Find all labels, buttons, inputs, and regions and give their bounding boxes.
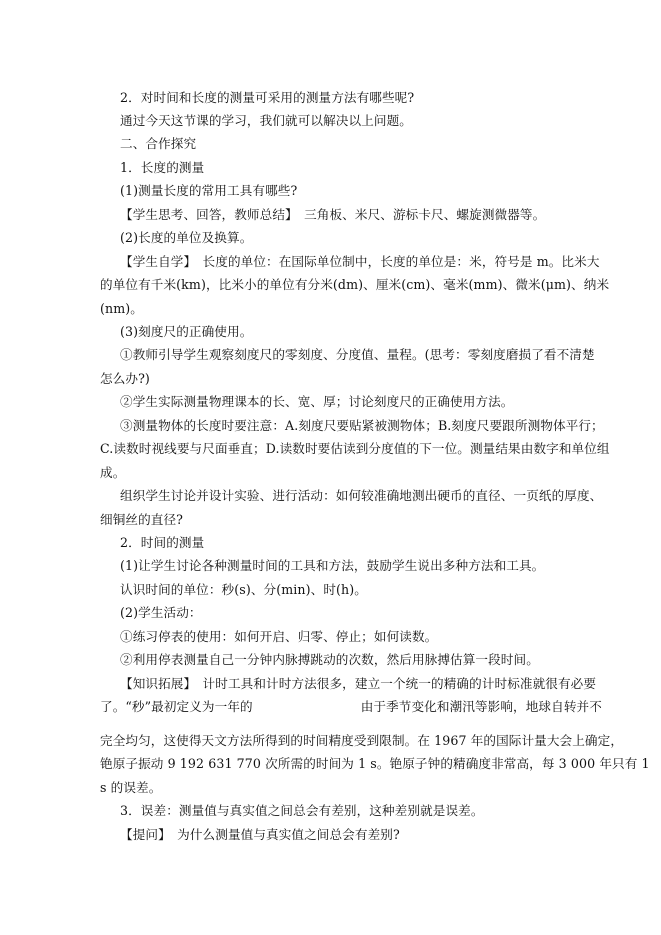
extension-line-2-part-b: 由于季节变化和潮汛等影响，地球自转并不 [360, 699, 602, 714]
step-2: ②学生实际测量物理课本的长、宽、厚；讨论刻度尺的正确使用方法。 [120, 394, 514, 409]
extension-line-3: 完全均匀，这使得天文方法所得到的时间精度受到限制。在 1967 年的国际计量大会上确定， [100, 733, 624, 748]
item-tools-question: (1)测量长度的常用工具有哪些? [120, 183, 298, 198]
extension-line-5: s 的误差。 [100, 780, 162, 795]
activity-line-2: 细铜丝的直径? [100, 512, 184, 527]
question-prompt: 【提问】 为什么测量值与真实值之间总会有差别? [120, 827, 400, 842]
step-1-line-2: 怎么办?) [100, 371, 150, 386]
step-1-line-1: ①教师引导学生观察刻度尺的零刻度、分度值、量程。(思考：零刻度磨损了看不清楚 [120, 347, 595, 362]
activity-line-1: 组织学生讨论并设计实验、进行活动：如何较准确地测出硬币的直径、一页纸的厚度、 [120, 488, 603, 503]
step-3-line-1: ③测量物体的长度时要注意：A.刻度尺要贴紧被测物体；B.刻度尺要跟所测物体平行； [120, 418, 604, 433]
intro-sentence: 通过今天这节课的学习，我们就可以解决以上问题。 [120, 113, 412, 128]
self-study-line-3: (nm)。 [100, 301, 143, 316]
time-item-2: (2)学生活动： [120, 605, 202, 620]
error-definition: 3．误差：测量值与真实值之间总会有差别，这种差别就是误差。 [120, 803, 484, 818]
step-3-line-3: 成。 [100, 465, 126, 480]
extension-line-4: 铯原子振动 9 192 631 770 次所需的时间为 1 s。铯原子钟的精确度非常高，每 3 000 年只有 1 [100, 756, 650, 771]
time-item-1: (1)让学生讨论各种测量时间的工具和方法，鼓励学生说出多种方法和工具。 [120, 558, 545, 573]
subsection-heading-length: 1．长度的测量 [120, 160, 205, 175]
pulse-measurement: ②利用停表测量自己一分钟内脉搏跳动的次数，然后用脉搏估算一段时间。 [120, 652, 539, 667]
subsection-heading-time: 2．时间的测量 [120, 535, 205, 550]
self-study-line-1: 【学生自学】 长度的单位：在国际单位制中，长度的单位是：米，符号是 m。比米大 [120, 254, 600, 269]
teacher-summary: 【学生思考、回答，教师总结】 三角板、米尺、游标卡尺、螺旋测微器等。 [120, 207, 546, 222]
section-heading-cooperative-inquiry: 二、合作探究 [120, 136, 197, 151]
self-study-line-2: 的单位有千米(km)，比米小的单位有分米(dm)、厘米(cm)、毫米(mm)、微米(μm)、纳米 [100, 277, 610, 292]
question-2: 2．对时间和长度的测量可采用的测量方法有哪些呢? [120, 90, 415, 105]
item-units: (2)长度的单位及换算。 [120, 230, 253, 245]
time-units: 认识时间的单位：秒(s)、分(min)、时(h)。 [120, 582, 367, 597]
step-3-line-2: C.读数时视线要与尺面垂直；D.读数时要估读到分度值的下一位。测量结果由数字和单位组 [100, 441, 610, 456]
extension-line-1: 【知识拓展】 计时工具和计时方法很多，建立一个统一的精确的计时标准就很有必要 [120, 676, 597, 691]
extension-line-2-part-a: 了。“秒”最初定义为一年的 [100, 699, 253, 714]
stopwatch-practice: ①练习停表的使用：如何开启、归零、停止；如何读数。 [120, 629, 438, 644]
extension-line-2 [100, 699, 602, 715]
item-ruler-usage: (3)刻度尺的正确使用。 [120, 324, 253, 339]
